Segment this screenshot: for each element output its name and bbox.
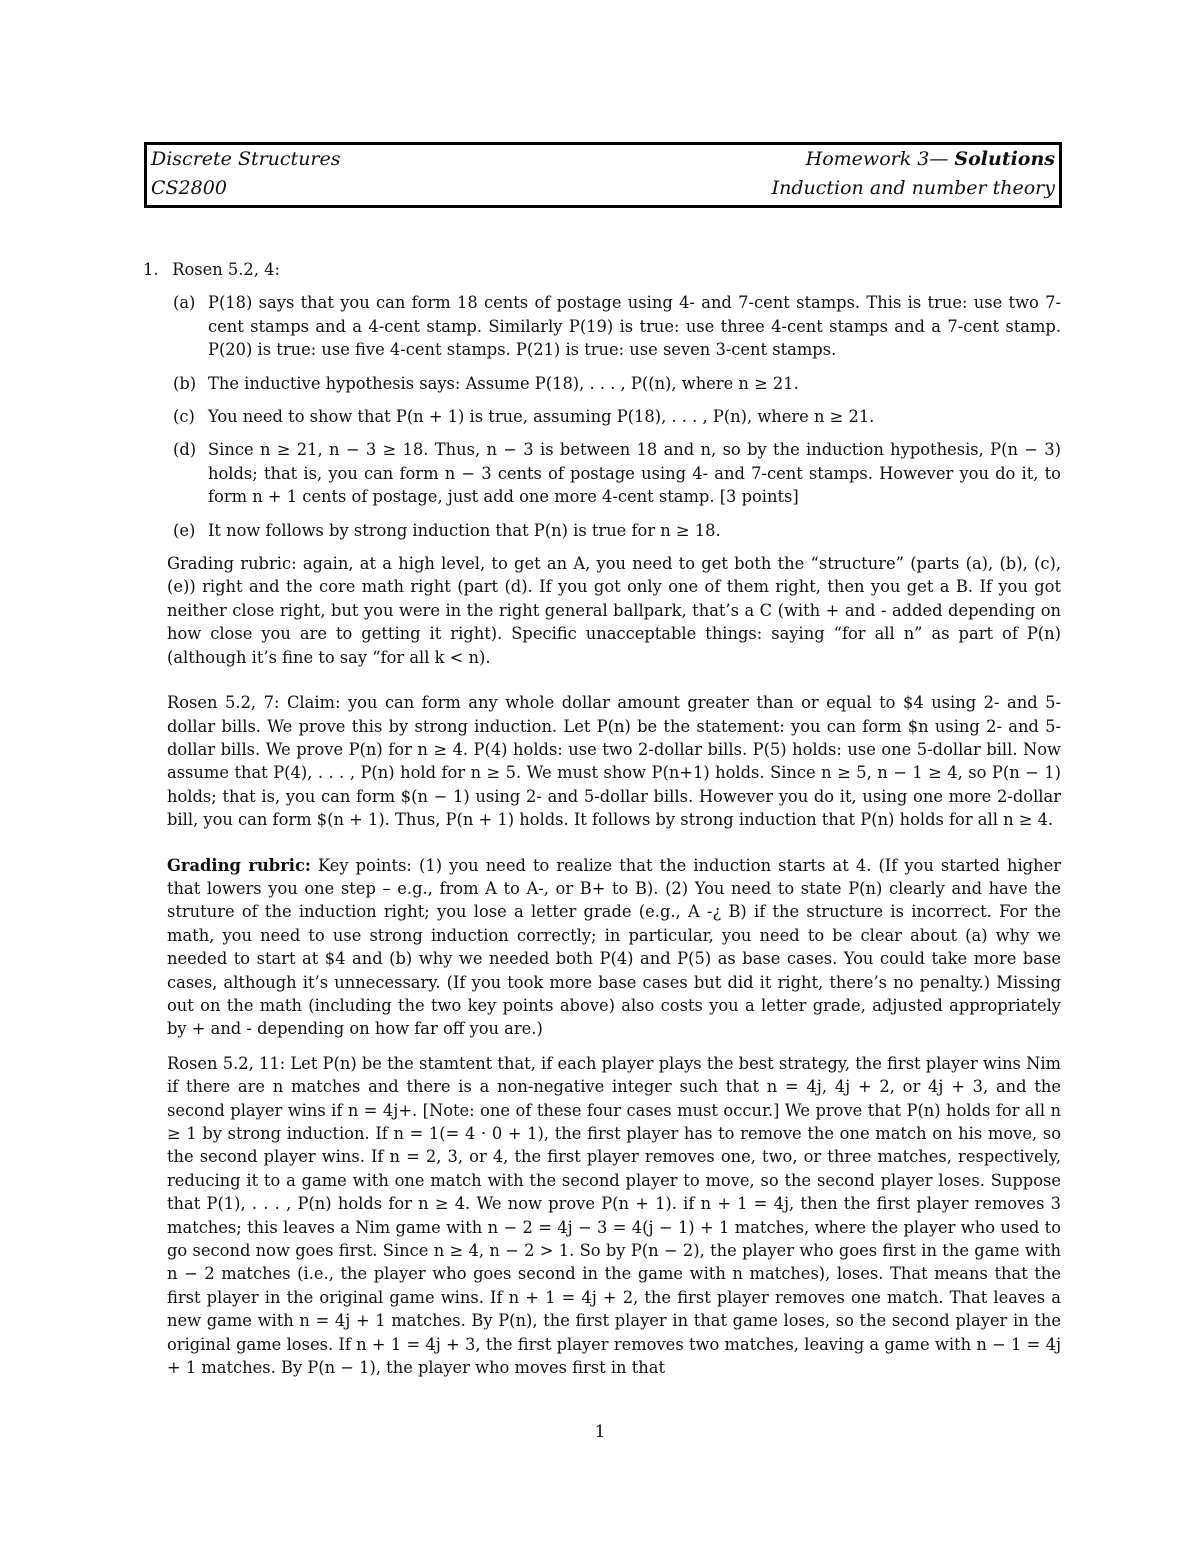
part-e-text: It now follows by strong induction that P(n) is true for n ≥ 18. [208,520,721,540]
document-body [143,258,1061,1390]
part-c-text: You need to show that P(n + 1) is true, assuming P(18), . . . , P(n), where n ≥ 21. [208,407,875,427]
homework-solutions: Solutions [954,148,1055,170]
part-b-label: (b) [173,373,197,393]
problem-1-rubric: Grading rubric: again, at a high level, to get an A, you need to get both the “structure” (parts (a), (b), (c), (e)) right and the core math right (part (d). If you got only one of them right, then you get a B. If you got neither close right, but you were in the right general ballpark, that’s a C (with + and - added depending on how close you are to getting it right). Specific unacceptable things: saying “for all n” as part of P(n) (although it’s fine to say “for all k < n). [167,554,1061,667]
part-b-text: The inductive hypothesis says: Assume P(18), . . . , P((n), where n ≥ 21. [208,373,799,393]
rubric-text: Key points: (1) you need to realize that the induction starts at 4. (If you started higher that lowers you one step – e.g., from A to A-, or B+ to B). (2) You need to state P(n) clearly and have the struture of the induction right; you lose a letter grade (e.g., A -¿ B) if the structure is incorrect. For the math, you need to use strong induction correctly; in particular, you need to be clear about (a) why we needed to start at $4 and (b) why we needed both P(4) and P(5) as base cases. You could take more base cases, although it’s unnecessary. (If you took more base cases but did it right, there’s no penalty.) Missing out on the math (including the two key points above) also costs you a letter grade, adjusted appropriately by + and - depending on how far off you are.) [167,855,1062,1039]
problem-1-title: Rosen 5.2, 4: [172,260,280,279]
header-box [144,142,1062,208]
problem-1-heading [143,258,1061,281]
part-c-label: (c) [173,407,195,427]
part-d [143,438,1061,508]
homework-prefix: Homework 3— [805,148,955,170]
part-a [143,291,1061,361]
part-e [143,519,1061,542]
page-number: 1 [594,1422,606,1442]
homework-topic: Induction and number theory [771,177,1055,199]
part-a-label: (a) [173,293,196,313]
course-code: CS2800 [151,177,227,199]
problem-1-number: 1. [143,260,159,279]
part-c [143,405,1061,428]
header-row-1 [151,145,1055,174]
part-b [143,372,1061,395]
header-row-2 [151,174,1055,203]
rubric-label: Grading rubric: [167,855,311,875]
part-d-text: Since n ≥ 21, n − 3 ≥ 18. Thus, n − 3 is between 18 and n, so by the induction hypothesis, P(n − 3) holds; that is, you can form n − 3 cents of postage using 4- and 7-cent stamps. However you do it, to form n + 1 cents of postage, just add one more 4-cent stamp. [3 points] [208,440,1061,507]
homework-title [806,145,1055,174]
course-name: Discrete Structures [151,148,341,170]
part-d-label: (d) [173,440,197,460]
part-a-text: P(18) says that you can form 18 cents of postage using 4- and 7-cent stamps. This is true: use two 7-cent stamps and a 4-cent stamp. Similarly P(19) is true: use three 4-cent stamps and a 7-cent stamp. P(20) is true: use five 4-cent stamps. P(21) is true: use seven 3-cent stamps. [208,293,1061,360]
problem-3-text: Rosen 5.2, 11: Let P(n) be the stamtent that, if each player plays the best strategy, the first player wins Nim if there are n matches and there is a non-negative integer such that n = 4j, 4j + 2, or 4j + 3, and the second player wins if n = 4j+. [Note: one of these four cases must occur.] We prove that P(n) holds for all n ≥ 1 by strong induction. If n = 1(= 4 · 0 + 1), the first player has to remove the one match on his move, so the second player wins. If n = 2, 3, or 4, the first player removes one, two, or three matches, respectively, reducing it to a game with one match with the second player to move, so the second player loses. Suppose that P(1), . . . , P(n) holds for n ≥ 4. We now prove P(n + 1). if n + 1 = 4j, then the first player removes 3 matches; this leaves a Nim game with n − 2 = 4j − 3 = 4(j − 1) + 1 matches, where the player who used to go second now goes first. Since n ≥ 4, n − 2 > 1. So by P(n − 2), the player who goes first in the game with n − 2 matches (i.e., the player who goes second in the game with n matches), loses. That means that the first player in the original game wins. If n + 1 = 4j + 2, the first player removes one match. That leaves a new game with n = 4j + 1 matches. By P(n), the first player in that game loses, so the second player in the original game loses. If n + 1 = 4j + 3, the first player removes two matches, leaving a game with n − 1 = 4j + 1 matches. By P(n − 1), the player who moves first in that [167,1053,1061,1378]
problem-2-rubric [143,854,1061,1041]
part-e-label: (e) [173,520,196,540]
problem-2-text: Rosen 5.2, 7: Claim: you can form any whole dollar amount greater than or equal to $4 using 2- and 5-dollar bills. We prove this by strong induction. Let P(n) be the statement: you can form $n using 2- and 5-dollar bills. We prove P(n) for n ≥ 4. P(4) holds: use two 2-dollar bills. P(5) holds: use one 5-dollar bill. Now assume that P(4), . . . , P(n) hold for n ≥ 5. We must show P(n+1) holds. Since n ≥ 5, n − 1 ≥ 4, so P(n − 1) holds; that is, you can form $(n − 1) using 2- and 5-dollar bills. However you do it, using one more 2-dollar bill, you can form $(n + 1). Thus, P(n + 1) holds. It follows by strong induction that P(n) holds for all n ≥ 4. [167,693,1061,830]
